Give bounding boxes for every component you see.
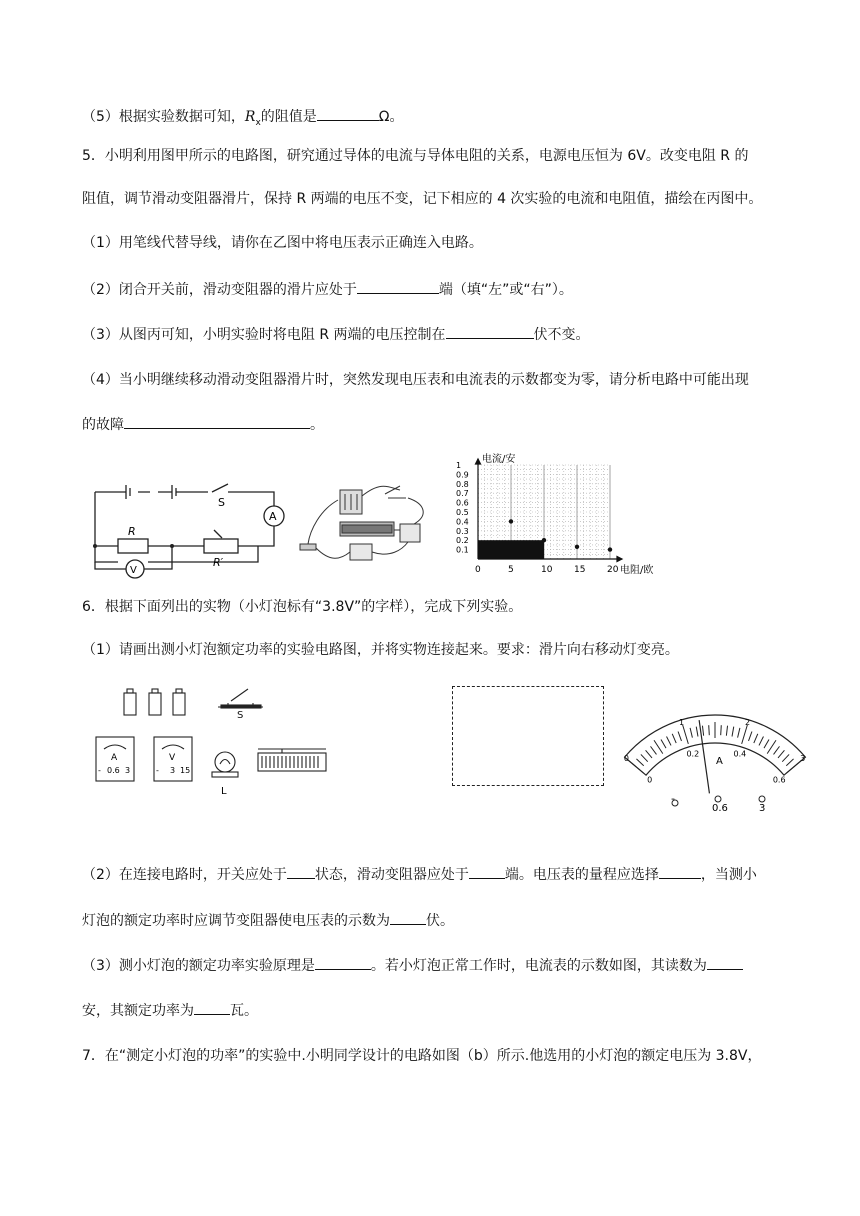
q6-stem <box>82 597 522 617</box>
answer-blank[interactable] <box>315 955 371 970</box>
voltmeter-terminal-15: 15 <box>180 766 191 775</box>
shaded-area <box>478 540 544 559</box>
rheostat-component <box>258 753 326 771</box>
q5-part2 <box>82 279 573 300</box>
answer-blank[interactable] <box>124 414 310 429</box>
lamp-component <box>215 752 235 772</box>
answer-blank[interactable] <box>357 279 439 294</box>
q6-part1-text: （1）请画出测小灯泡额定功率的实验电路图，并将实物连接起来。要求：滑片向右移动灯变亮。 <box>82 642 679 658</box>
dial-unit-label: A <box>716 756 723 767</box>
switch-component <box>218 689 263 708</box>
q5-sub5-pre: （5）根据实验数据可知， <box>82 109 245 125</box>
q6-part3-text-d: 瓦。 <box>230 1003 258 1019</box>
switch-label: S <box>218 496 225 509</box>
voltmeter-terminal-neg: - <box>156 766 159 775</box>
circuit-drawing-box[interactable] <box>452 686 604 786</box>
answer-blank[interactable] <box>390 910 426 925</box>
apparatus-illustration <box>290 480 440 572</box>
q6-part2-text-a: （2）在连接电路时，开关应处于 <box>82 867 287 883</box>
dial-tick <box>672 734 676 743</box>
dial-tick <box>646 750 652 758</box>
dial-inner-label: 0.2 <box>686 749 700 759</box>
knife-switch <box>385 486 406 498</box>
dial-outer-label: 2 <box>744 717 751 727</box>
dial-terminal-3: 3 <box>759 803 766 814</box>
dial-ticks <box>628 722 801 773</box>
q5-part3 <box>82 324 590 345</box>
q6-part3-text-b: 。若小灯泡正常工作时，电流表的示数如图，其读数为 <box>370 958 707 974</box>
ammeter-terminal-3: 3 <box>125 766 131 775</box>
dial-tick <box>651 746 657 754</box>
dial-tick <box>654 740 663 753</box>
dial-tick <box>696 727 698 737</box>
dial-inner-label: 0.6 <box>772 775 786 785</box>
q6-part2-text-c: 端。电压表的量程应选择 <box>504 867 659 883</box>
y-tick-label: 0.1 <box>456 545 469 555</box>
q5-part4-cont <box>82 414 324 435</box>
dial-outer-label: 3 <box>800 754 806 764</box>
ammeter-terminal-06: 0.6 <box>107 766 120 775</box>
q5-part4 <box>82 370 749 390</box>
y-tick-label: 1 <box>456 461 462 470</box>
q7-text: 7．在“测定小灯泡的功率”的实验中.小明同学设计的电路如图（b）所示.他选用的小灯泡的额定电压为 3.8V， <box>82 1048 762 1064</box>
answer-blank[interactable] <box>707 955 743 970</box>
y-axis-label: 电流/安 <box>482 454 516 465</box>
q6-part3 <box>82 955 743 976</box>
circuit-diagram <box>88 480 303 580</box>
dial-tick <box>778 750 784 758</box>
dial-tick <box>759 736 763 745</box>
y-tick-label: 0.8 <box>456 479 469 489</box>
voltmeter-device <box>350 544 372 560</box>
dial-tick <box>786 759 793 766</box>
resistor-symbol <box>118 539 148 553</box>
q5-part1-text: （1）用笔线代替导线，请你在乙图中将电压表示正确连入电路。 <box>82 235 483 251</box>
q5-part3-text-b: 伏不变。 <box>533 327 590 343</box>
dial-tick <box>661 739 666 748</box>
q6-part1 <box>82 640 679 660</box>
lamp-label: L <box>221 786 227 797</box>
dial-inner-label: 0 <box>647 775 653 785</box>
rheostat-symbol <box>204 539 238 553</box>
dial-tick <box>667 736 671 745</box>
y-tick-label: 0.3 <box>456 526 469 536</box>
dial-tick <box>749 732 752 741</box>
q5-sub5 <box>82 106 404 133</box>
dial-tick <box>709 725 710 735</box>
q6-number: 6． <box>82 599 105 615</box>
q6-part3-cont <box>82 1000 258 1021</box>
y-tick-label: 0.5 <box>456 508 469 517</box>
x-axis-label: 电阻/欧 <box>620 565 654 576</box>
dial-tick <box>678 732 681 741</box>
dial-terminal-06: 0.6 <box>712 803 728 814</box>
x-tick-labels <box>475 565 619 575</box>
q6-part3-text-a: （3）测小灯泡的额定功率实验原理是 <box>82 958 315 974</box>
q5-part3-text-a: （3）从图丙可知，小明实验时将电阻 R 两端的电压控制在 <box>82 327 446 343</box>
battery-cell-2 <box>149 689 161 715</box>
data-point-3 <box>575 545 579 549</box>
dial-tick <box>726 726 727 736</box>
dial-tick <box>782 754 789 761</box>
q6-part2-cont <box>82 910 454 931</box>
rheostat-label: R′ <box>213 556 224 569</box>
voltmeter-label: V <box>130 565 137 576</box>
ammeter-dial <box>625 683 805 818</box>
dial-tick <box>774 746 780 754</box>
q6-part2-text-e: 灯泡的额定功率时应调节变阻器使电压表的示数为 <box>82 913 390 929</box>
q5-stem-line2 <box>82 189 762 209</box>
answer-blank[interactable] <box>317 106 379 121</box>
ammeter-terminal-neg: - <box>98 766 101 775</box>
y-tick-label: 0.2 <box>456 536 469 546</box>
dial-tick <box>754 734 758 743</box>
data-point-2 <box>542 538 546 542</box>
data-point-4 <box>608 547 612 551</box>
q5-sub5-unit: Ω。 <box>378 109 404 125</box>
answer-blank[interactable] <box>446 324 534 339</box>
answer-blank[interactable] <box>469 864 505 879</box>
answer-blank[interactable] <box>194 1000 230 1015</box>
q5-stem-a: 小明利用图甲所示的电路图，研究通过导体的电流与导体电阻的关系，电源电压恒为 6V。改变电阻 R 的 <box>104 148 749 164</box>
dial-tick <box>628 760 643 773</box>
switch-comp-label: S <box>237 710 244 721</box>
answer-blank[interactable] <box>659 864 701 879</box>
dial-tick <box>764 739 769 748</box>
q6-part2-text-f: 伏。 <box>426 913 454 929</box>
q5-part4-end: 。 <box>310 417 324 433</box>
q5-part2-text-b: 端（填“左”或“右”）。 <box>438 282 573 298</box>
q5-part4-text-a: （4）当小明继续移动滑动变阻器滑片时，突然发现电压表和电流表的示数都变为零，请分析电路中可能出现 <box>82 372 749 388</box>
resistor-label: R <box>128 525 136 538</box>
q6-part3-text-c: 安，其额定功率为 <box>82 1003 194 1019</box>
current-resistance-chart <box>450 455 695 580</box>
ammeter-label: A <box>269 510 277 523</box>
y-tick-label: 0.7 <box>456 489 469 499</box>
dial-tick <box>738 728 740 738</box>
q5-number: 5． <box>82 148 105 164</box>
voltmeter-terminal-3: 3 <box>170 766 176 775</box>
q7-stem <box>82 1046 762 1066</box>
resistor-device <box>300 544 316 550</box>
q6-stem-text: 根据下面列出的实物（小灯泡标有“3.8V”的字样），完成下列实验。 <box>104 599 523 615</box>
q5-part1 <box>82 233 483 253</box>
x-axis-arrow <box>617 557 622 562</box>
dial-tick <box>683 725 689 744</box>
q5-stem-b: 阻值，调节滑动变阻器滑片，保持 R 两端的电压不变，记下相应的 4 次实验的电流和电阻值，描绘在丙图中。 <box>82 191 763 207</box>
battery-cell-1 <box>124 689 136 715</box>
dial-tick <box>702 726 703 736</box>
x-tick-label: 5 <box>508 565 514 575</box>
x-tick-label: 10 <box>541 565 553 575</box>
ammeter-device <box>400 524 420 542</box>
x-tick-label: 15 <box>574 565 586 575</box>
ammeter-comp-label: A <box>111 753 118 763</box>
components-row2 <box>96 735 336 797</box>
q5-sub5-post: 的阻值是 <box>260 109 317 125</box>
dial-tick <box>636 759 643 766</box>
dial-tick <box>641 754 648 761</box>
rx-var: R <box>244 109 256 125</box>
rx-sub: x <box>255 117 261 128</box>
answer-blank[interactable] <box>287 864 315 879</box>
dial-tick <box>742 725 748 744</box>
q6-part2-text-b: 状态，滑动变阻器应处于 <box>314 867 469 883</box>
battery-cell-3 <box>173 689 185 715</box>
dial-tick <box>767 740 776 753</box>
dial-tick <box>721 725 722 735</box>
y-tick-labels <box>456 461 469 555</box>
y-tick-label: 0.6 <box>456 498 469 508</box>
q5-stem-line1 <box>82 146 748 166</box>
y-tick-label: 0.4 <box>456 517 469 527</box>
dial-inner-label: 0.4 <box>733 749 747 759</box>
x-tick-label: 20 <box>607 565 619 575</box>
y-axis-arrow <box>476 459 481 464</box>
dial-tick <box>690 728 692 738</box>
dial-outer-label: 0 <box>623 754 629 764</box>
q6-part2-text-d: ，当测小 <box>700 867 757 883</box>
dial-needle <box>699 720 709 793</box>
dial-tick <box>732 727 734 737</box>
q6-part2 <box>82 864 757 885</box>
q5-part4-text-b: 的故障 <box>82 417 124 433</box>
dial-terminal-neg: - <box>671 792 675 805</box>
dial-terminal-3-post[interactable] <box>759 796 765 802</box>
data-point-1 <box>509 519 513 523</box>
y-tick-label: 0.9 <box>456 470 469 480</box>
dial-outer-label: 1 <box>679 717 685 727</box>
dial-terminal-06-post[interactable] <box>715 796 721 802</box>
x-tick-label: 0 <box>475 565 481 575</box>
voltmeter-comp-label: V <box>169 753 176 763</box>
q5-part2-text-a: （2）闭合开关前，滑动变阻器的滑片应处于 <box>82 282 357 298</box>
